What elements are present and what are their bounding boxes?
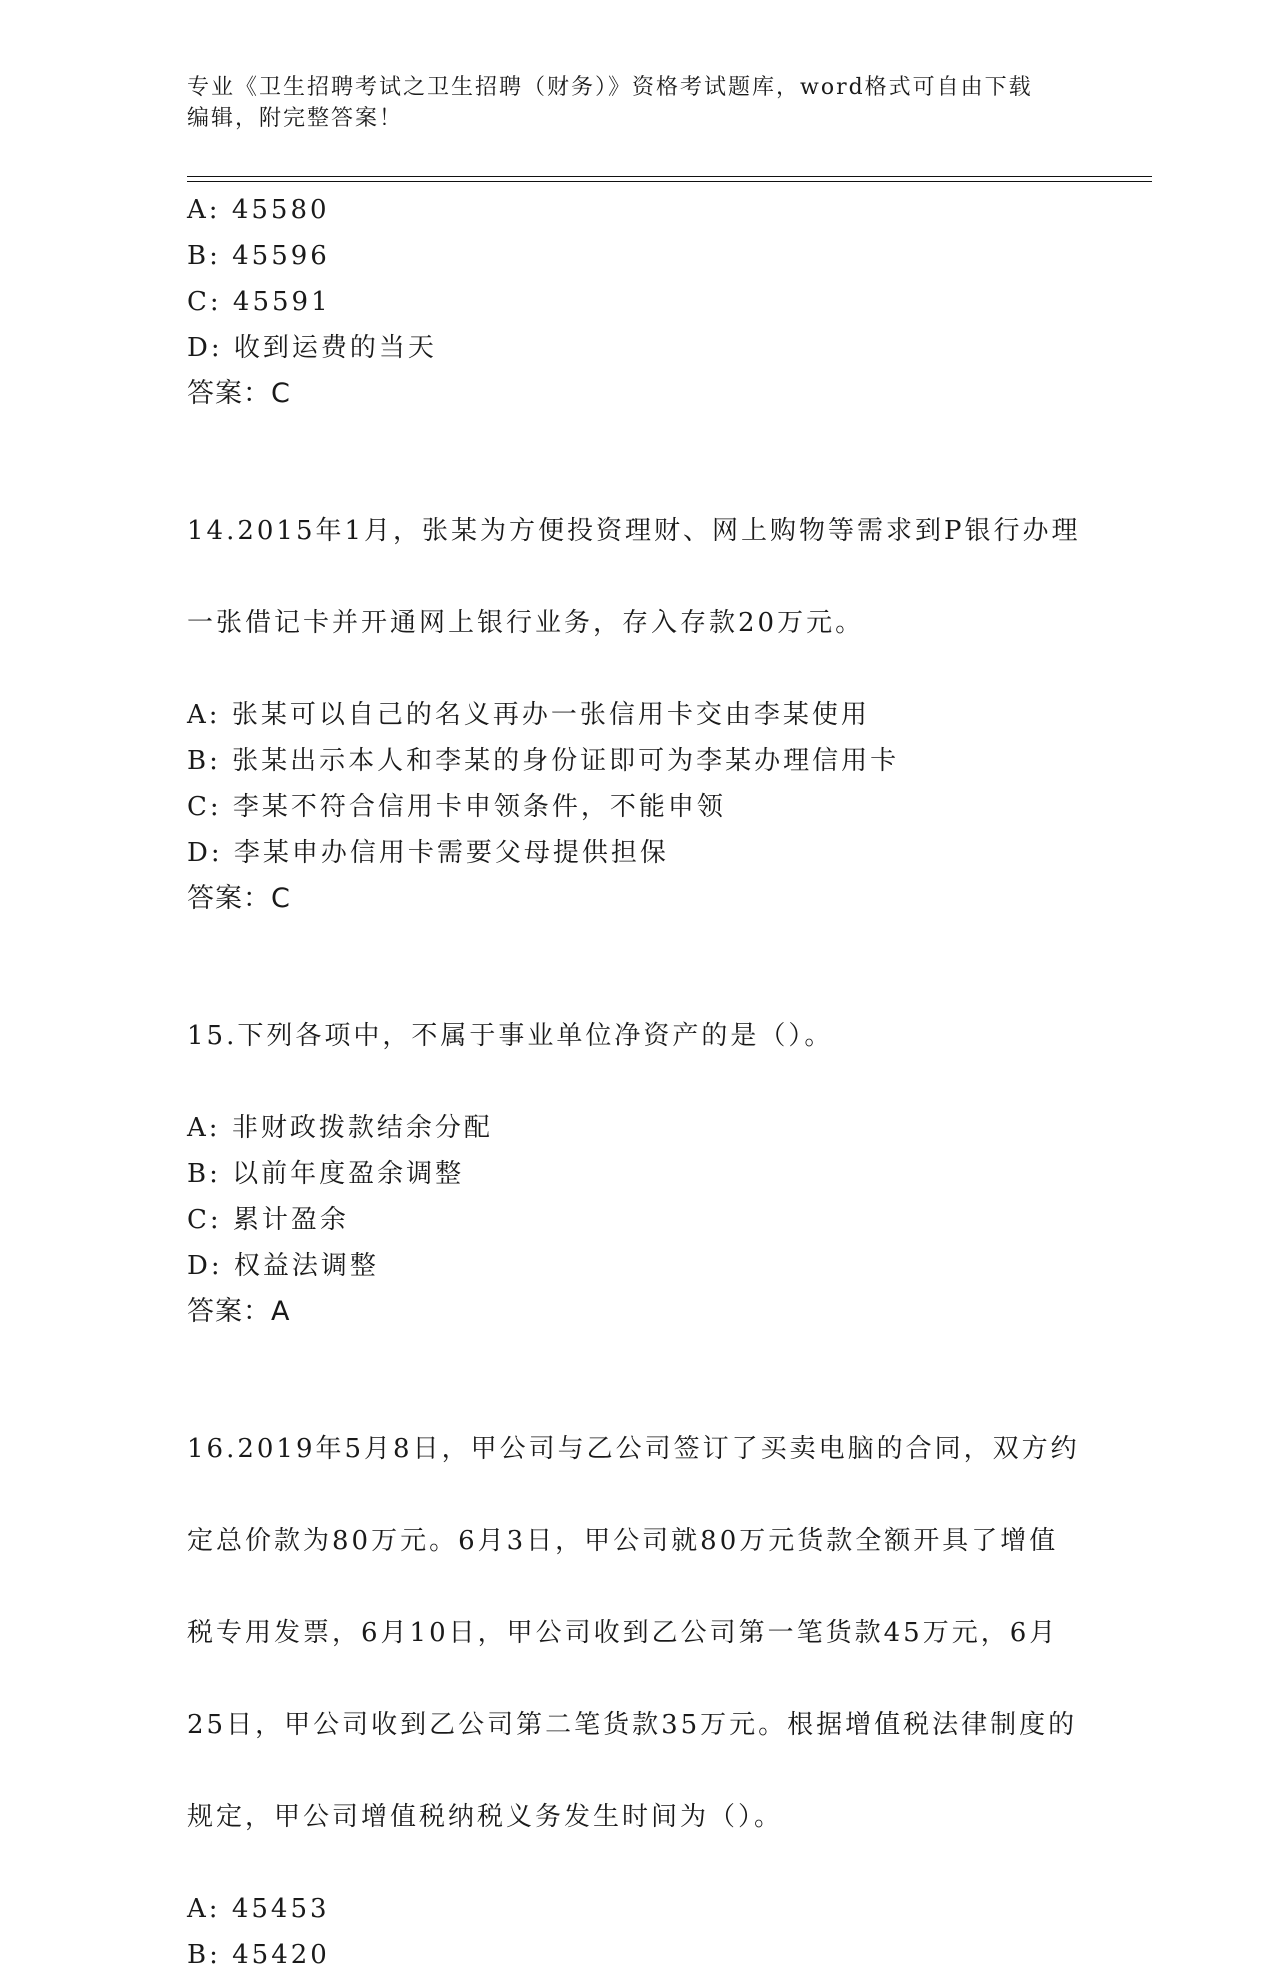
option-d (187, 325, 1087, 371)
option-a (187, 1886, 1087, 1932)
option-c (187, 1197, 1087, 1243)
option-b (187, 738, 1087, 784)
option-key: B: (187, 746, 221, 776)
question-stem (187, 1380, 1087, 1886)
question-stem (187, 462, 1087, 692)
header-line-2: 编辑，附完整答案！ (187, 106, 404, 131)
option-a (187, 1105, 1087, 1151)
question-stem (187, 967, 1087, 1105)
option-b (187, 233, 1087, 279)
stem-line: 一张借记卡并开通网上银行业务，存入存款20万元。 (187, 608, 865, 638)
header-line-1: 专业《卫生招聘考试之卫生招聘（财务）》资格考试题库，word格式可自由下载 (187, 75, 1033, 100)
option-text: 张某可以自己的名义再办一张信用卡交由李某使用 (231, 700, 870, 730)
option-c (187, 279, 1087, 325)
option-c (187, 784, 1087, 830)
option-key: B: (187, 241, 221, 271)
option-text: 45420 (232, 1940, 330, 1970)
stem-line: 规定，甲公司增值税纳税义务发生时间为（）。 (187, 1802, 784, 1832)
option-text: 45591 (232, 287, 331, 317)
option-key: A: (187, 1894, 221, 1924)
option-key: A: (187, 195, 221, 225)
option-text: 45580 (231, 195, 330, 225)
option-d (187, 830, 1087, 876)
option-key: D: (187, 333, 223, 363)
option-key: C: (187, 792, 222, 822)
option-key: B: (187, 1159, 221, 1189)
option-text: 李某不符合信用卡申领条件，不能申领 (232, 792, 726, 822)
option-key: A: (187, 700, 221, 730)
answer-line: 答案：A (187, 1296, 291, 1327)
answer-line: 答案：C (187, 883, 291, 914)
option-text: 收到运费的当天 (233, 333, 437, 363)
option-text: 权益法调整 (233, 1251, 379, 1281)
option-key: A: (187, 1113, 221, 1143)
header-divider-bottom (187, 181, 1152, 182)
option-d (187, 1243, 1087, 1289)
stem-line: 定总价款为80万元。6月3日，甲公司就80万元货款全额开具了增值 (187, 1526, 1059, 1556)
header-divider-top (187, 176, 1152, 177)
option-text: 非财政拨款结余分配 (231, 1113, 493, 1143)
option-key: B: (187, 1940, 221, 1970)
option-text: 45596 (232, 241, 330, 271)
option-text: 张某出示本人和李某的身份证即可为李某办理信用卡 (232, 746, 900, 776)
option-b (187, 1151, 1087, 1197)
option-a (187, 692, 1087, 738)
option-text: 45453 (231, 1894, 330, 1924)
option-b (187, 1932, 1087, 1978)
stem-line: 16.2019年5月8日，甲公司与乙公司签订了买卖电脑的合同，双方约 (187, 1434, 1080, 1464)
answer-line: 答案：C (187, 378, 291, 409)
question-16 (187, 1380, 1087, 1978)
option-a (187, 187, 1087, 233)
stem-line: 税专用发票，6月10日，甲公司收到乙公司第一笔货款45万元，6月 (187, 1618, 1059, 1648)
option-key: C: (187, 1205, 222, 1235)
option-key: D: (187, 838, 223, 868)
question-14 (187, 462, 1087, 922)
option-text: 李某申办信用卡需要父母提供担保 (233, 838, 669, 868)
stem-line: 15.下列各项中，不属于事业单位净资产的是（）。 (187, 1021, 834, 1051)
option-key: D: (187, 1251, 223, 1281)
document-header (187, 72, 1067, 134)
option-text: 累计盈余 (232, 1205, 349, 1235)
question-15 (187, 967, 1087, 1335)
option-text: 以前年度盈余调整 (232, 1159, 465, 1189)
stem-line: 14.2015年1月，张某为方便投资理财、网上购物等需求到P银行办理 (187, 516, 1081, 546)
question-list (187, 187, 1087, 1978)
stem-line: 25日，甲公司收到乙公司第二笔货款35万元。根据增值税法律制度的 (187, 1710, 1078, 1740)
question-13 (187, 187, 1087, 417)
option-key: C: (187, 287, 222, 317)
